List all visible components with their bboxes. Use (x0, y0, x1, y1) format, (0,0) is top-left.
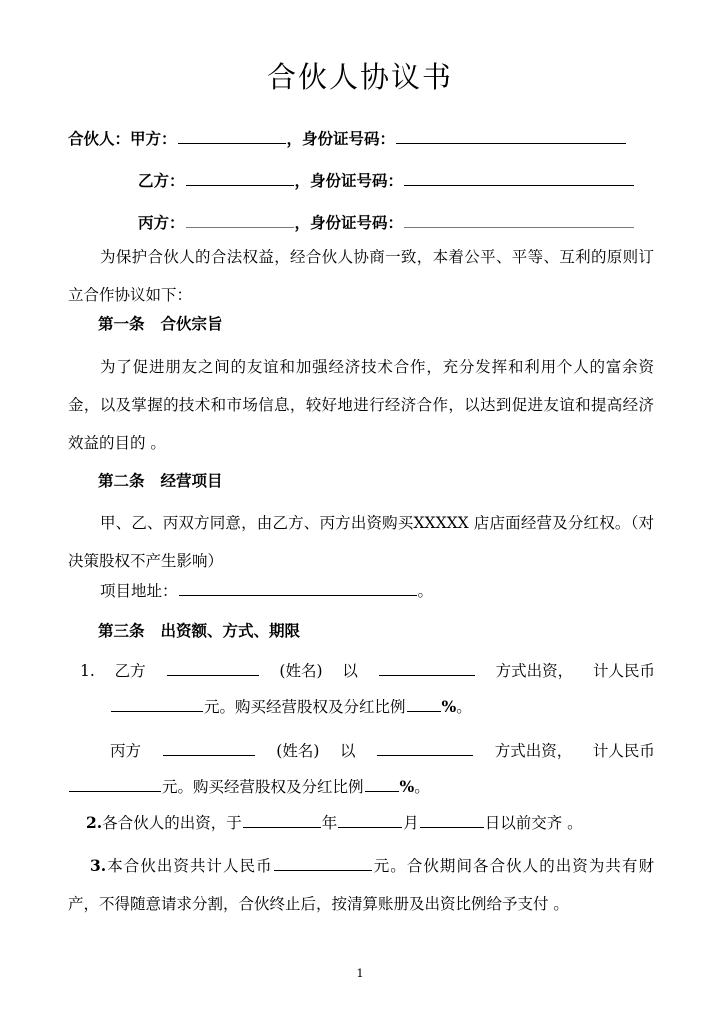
partners-label: 合伙人： (68, 129, 131, 148)
party-name-blank-yi[interactable] (186, 170, 294, 186)
article-3-number: 第三条 (98, 621, 145, 640)
item2-day-blank[interactable] (420, 812, 484, 828)
item2-year-blank[interactable] (243, 812, 321, 828)
item1b-percent-sign: % (399, 777, 415, 796)
page-title: 合伙人协议书 (266, 60, 453, 94)
item3-amount-blank[interactable] (274, 855, 372, 871)
party-id-blank-bing[interactable] (404, 212, 634, 228)
party-comma-bing: ， (294, 213, 311, 232)
party-label-bing: 丙方： (138, 213, 185, 232)
article-1-title: 合伙宗旨 (160, 314, 223, 333)
item1b-percent-blank[interactable] (365, 776, 399, 792)
party-label-yi: 乙方： (138, 171, 185, 190)
article-2-title: 经营项目 (160, 471, 223, 490)
item1-party: 乙方 (114, 662, 146, 680)
project-address-period: 。 (417, 582, 434, 600)
item1b-total-label: 计人民币 (592, 742, 655, 760)
page-number: 1 (356, 966, 364, 980)
contribution-item1b-line2 (68, 776, 430, 798)
item1-name-blank[interactable] (167, 660, 259, 676)
item1b-method-suffix: 方式出资， (494, 742, 573, 760)
article-3-heading (98, 620, 300, 642)
project-address-blank[interactable] (179, 580, 417, 596)
item1-unit: 元。 (204, 698, 236, 716)
contribution-item1b-line1 (110, 740, 655, 762)
article-1-heading (98, 313, 223, 335)
contribution-item3 (68, 847, 654, 923)
item1-number: 1. (80, 662, 95, 680)
party-id-blank-jia[interactable] (396, 128, 626, 144)
article-2-number: 第二条 (98, 471, 145, 490)
id-label-bing: 身份证号码： (310, 213, 404, 232)
item1b-amount-blank[interactable] (69, 776, 161, 792)
item1-amount-blank[interactable] (111, 696, 203, 712)
contribution-item1-line2 (110, 696, 472, 718)
item2-month: 月 (403, 814, 419, 832)
project-address-label: 项目地址： (100, 582, 178, 600)
item1b-method-blank[interactable] (377, 740, 473, 756)
item1-method-suffix: 方式出资， (495, 662, 574, 680)
party-id-blank-yi[interactable] (404, 170, 634, 186)
contribution-item1-line1 (80, 660, 655, 682)
item2-month-blank[interactable] (338, 812, 402, 828)
item3-prefix: 本合伙出资共计人民币 (106, 857, 273, 875)
item2-prefix: 各合伙人的出资，于 (102, 814, 242, 832)
party-comma-yi: ， (294, 171, 311, 190)
item1-name-paren: (姓名) (279, 662, 323, 680)
party-name-blank-bing[interactable] (186, 212, 294, 228)
article-1-number: 第一条 (98, 314, 145, 333)
contribution-item2 (86, 812, 583, 834)
item1-total-label: 计人民币 (592, 662, 655, 680)
id-label-jia: 身份证号码： (302, 129, 396, 148)
party-comma-jia: ， (286, 129, 303, 148)
item1-period: 。 (456, 698, 472, 716)
item1-percent-sign: % (441, 697, 457, 716)
project-address-row (100, 580, 433, 602)
item1-percent-blank[interactable] (407, 696, 441, 712)
item1b-unit: 元。 (162, 778, 194, 796)
item3-suffix: 元。合伙期间各合伙人的出资为共有财产，不得随意请求分割，合伙终止后，按清算账册及出资比例给予支付 。 (68, 857, 654, 913)
item2-year: 年 (321, 814, 338, 832)
item1b-share-label: 购买经营股权及分红比例 (193, 778, 364, 796)
id-label-yi: 身份证号码： (310, 171, 404, 190)
party-row-jia (68, 128, 627, 150)
article-3-title: 出资额、方式、期限 (160, 621, 301, 640)
item2-number: 2. (86, 813, 103, 832)
item1b-party: 丙方 (110, 742, 142, 760)
item3-number: 3. (90, 856, 107, 875)
party-label-jia: 甲方： (130, 129, 177, 148)
item1b-with: 以 (340, 742, 356, 760)
preamble-paragraph: 为保护合伙人的合法权益，经合伙人协商一致，本着公平、平等、互利的原则订立合作协议如下： (68, 248, 654, 304)
article-2-body: 甲、乙、丙双方同意，由乙方、丙方出资购买XXXXX 店店面经营及分红权。（对决策股权不产生影响） (68, 514, 654, 570)
item2-day: 日以前交齐 。 (484, 814, 583, 832)
item1-with: 以 (342, 662, 358, 680)
article-1-body: 为了促进朋友之间的友谊和加强经济技术合作，充分发挥和利用个人的富余资金，以及掌握的技术和市场信息，较好地进行经济合作，以达到促进友谊和提高经济效益的目的 。 (68, 358, 654, 452)
item1b-name-blank[interactable] (163, 740, 255, 756)
party-row-bing (138, 212, 635, 234)
party-row-yi (138, 170, 635, 192)
party-name-blank-jia[interactable] (178, 128, 286, 144)
item1b-name-paren: (姓名) (276, 742, 320, 760)
item1-method-blank[interactable] (379, 660, 475, 676)
item1-share-label: 购买经营股权及分红比例 (235, 698, 406, 716)
article-2-heading (98, 470, 223, 492)
item1b-period: 。 (414, 778, 430, 796)
